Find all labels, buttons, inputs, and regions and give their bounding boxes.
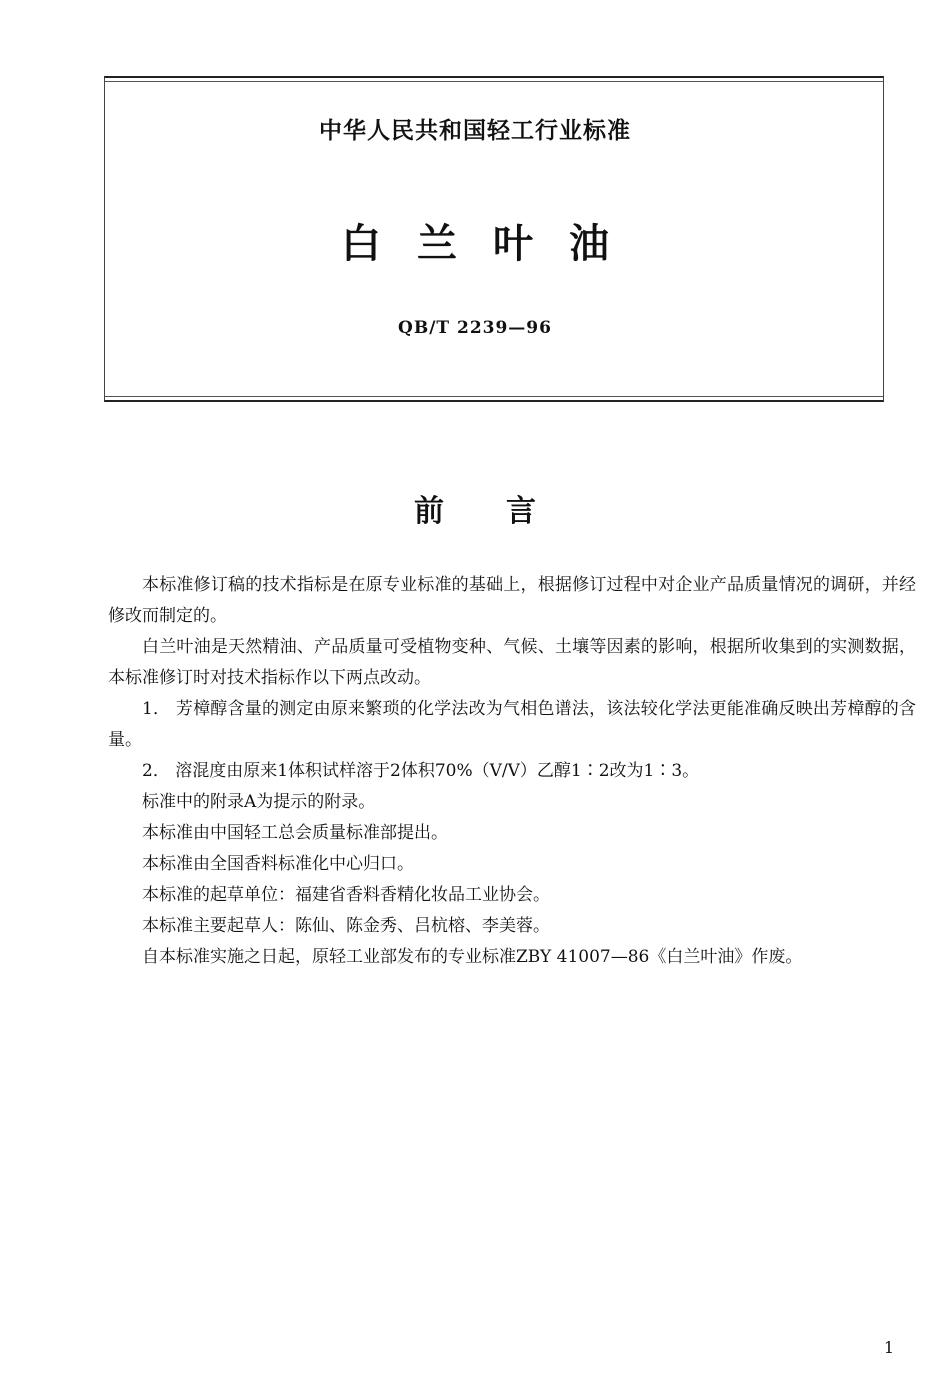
foreword-paragraph: 1． 芳樟醇含量的测定由原来繁琐的化学法改为气相色谱法，该法较化学法更能准确反映出芳樟醇的含量。 [108,699,916,750]
foreword-paragraph: 自本标准实施之日起，原轻工业部发布的专业标准ZBY 41007—86《白兰叶油》作废。 [142,947,803,967]
page-number: 1 [883,1338,894,1357]
foreword-paragraph: 本标准由全国香料标准化中心归口。 [142,854,414,874]
foreword-paragraph: 本标准由中国轻工总会质量标准部提出。 [142,823,448,843]
foreword-body [108,570,916,973]
foreword-paragraph: 本标准的起草单位：福建省香料香精化妆品工业协会。 [142,885,550,905]
standard-code: QB/T 2239—96 [398,318,552,338]
issuer-heading: 中华人民共和国轻工行业标准 [319,118,631,144]
document-title: 白兰叶油 [341,221,645,267]
foreword-paragraph: 本标准修订稿的技术指标是在原专业标准的基础上，根据修订过程中对企业产品质量情况的调研，并经修改而制定的。 [108,575,916,626]
foreword-paragraph: 白兰叶油是天然精油、产品质量可受植物变种、气候、土壤等因素的影响，根据所收集到的实测数据，本标准修订时对技术指标作以下两点改动。 [108,637,916,688]
foreword-paragraph: 本标准主要起草人：陈仙、陈金秀、吕杭榕、李美蓉。 [142,916,550,936]
foreword-heading: 前言 [414,494,598,529]
foreword-paragraph: 标准中的附录A为提示的附录。 [142,792,376,812]
foreword-paragraph: 2． 溶混度由原来1体积试样溶于2体积70%（V/V）乙醇1∶2改为1∶3。 [142,761,700,781]
